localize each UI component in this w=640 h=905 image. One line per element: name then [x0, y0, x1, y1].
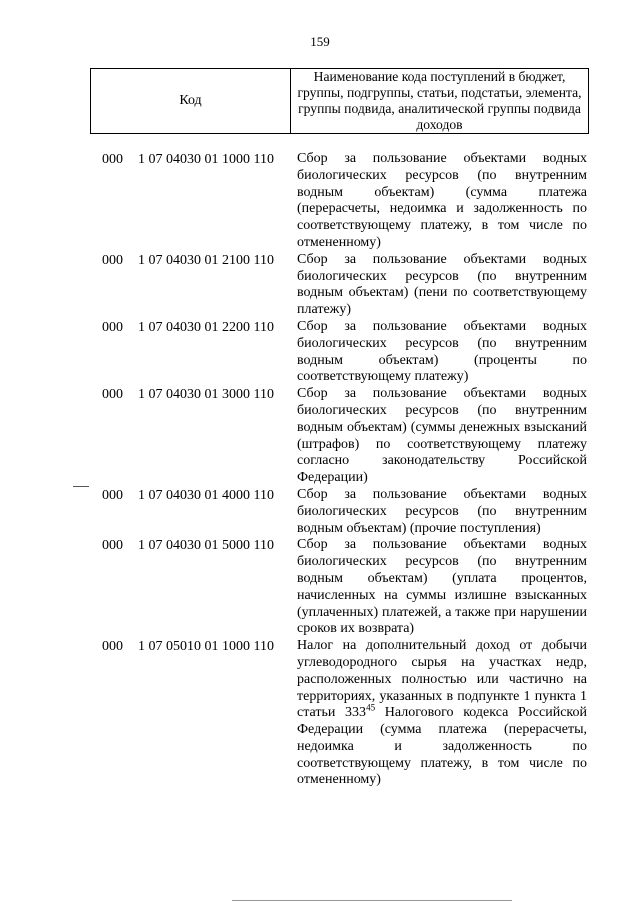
- table-row: [0, 487, 640, 537]
- column-header-code: Код: [91, 69, 291, 133]
- admin-code: 000: [102, 152, 123, 167]
- table-row: [0, 537, 640, 638]
- table-row: [0, 319, 640, 386]
- description-text: Налогового кодекса Российской Федерации (сумма платежа (перерасчеты, недоимка и задолженность по соответствующему платежу, в том числе по отмененному): [297, 705, 587, 788]
- admin-code: 000: [102, 387, 123, 403]
- margin-mark: [73, 486, 89, 487]
- column-header-name: Наименование кода поступлений в бюджет, группы, подгруппы, статьи, подстатьи, элемента, группы подвида, аналитической группы подвида доходов: [297, 69, 582, 132]
- revenue-code: 1 07 04030 01 2100 110: [138, 252, 274, 268]
- entries-list: [0, 151, 640, 789]
- admin-code: 000: [102, 639, 123, 655]
- table-row: [0, 386, 640, 487]
- admin-code: 000: [102, 319, 123, 335]
- revenue-code: 1 07 05010 01 1000 110: [138, 639, 274, 655]
- revenue-description: [297, 638, 587, 789]
- revenue-description: Сбор за пользование объектами водных биологических ресурсов (по внутренним водным объектам) (сумма платежа (перерасчеты, недоимка и задолженность по соответствующему платежу, в том числе по отмененному): [297, 151, 587, 250]
- page-number: 159: [310, 34, 330, 49]
- table-row: [0, 151, 640, 252]
- revenue-description: Сбор за пользование объектами водных биологических ресурсов (по внутренним водным объектам) (уплата процентов, начисленных на суммы излишне взысканных (уплаченных) платежей, а также при нарушении сроков их возврата): [297, 537, 587, 637]
- revenue-description: Сбор за пользование объектами водных биологических ресурсов (по внутренним водным объектам) (прочие поступления): [297, 486, 587, 536]
- revenue-code: 1 07 04030 01 3000 110: [138, 387, 274, 403]
- table-row: [0, 252, 640, 319]
- revenue-code: 1 07 04030 01 4000 110: [138, 487, 274, 503]
- revenue-description: Сбор за пользование объектами водных биологических ресурсов (по внутренним водным объектам) (суммы денежных взысканий (штрафов) по соответствующему платежу согласно законодательству Российской Федерации): [297, 386, 587, 486]
- bottom-rule: [232, 900, 512, 901]
- revenue-description: Сбор за пользование объектами водных биологических ресурсов (по внутренним водным объектам) (пени по соответствующему платежу): [297, 251, 587, 318]
- revenue-code: 1 07 04030 01 1000 110: [138, 152, 274, 167]
- admin-code: 000: [102, 538, 123, 554]
- superscript-number: 45: [366, 702, 376, 713]
- description-text: Налог на дополнительный доход от добычи углеводородного сырья на участках недр, расположенных полностью или частично на территориях, указанных в подпункте 1 пункта 1 статьи 333: [297, 638, 587, 721]
- table-header: [90, 68, 589, 134]
- admin-code: 000: [102, 487, 123, 503]
- revenue-description: Сбор за пользование объектами водных биологических ресурсов (по внутренним водным объектам) (проценты по соответствующему платежу): [297, 318, 587, 385]
- revenue-code: 1 07 04030 01 2200 110: [138, 319, 274, 335]
- revenue-code: 1 07 04030 01 5000 110: [138, 538, 274, 554]
- admin-code: 000: [102, 252, 123, 268]
- table-row: [0, 638, 640, 789]
